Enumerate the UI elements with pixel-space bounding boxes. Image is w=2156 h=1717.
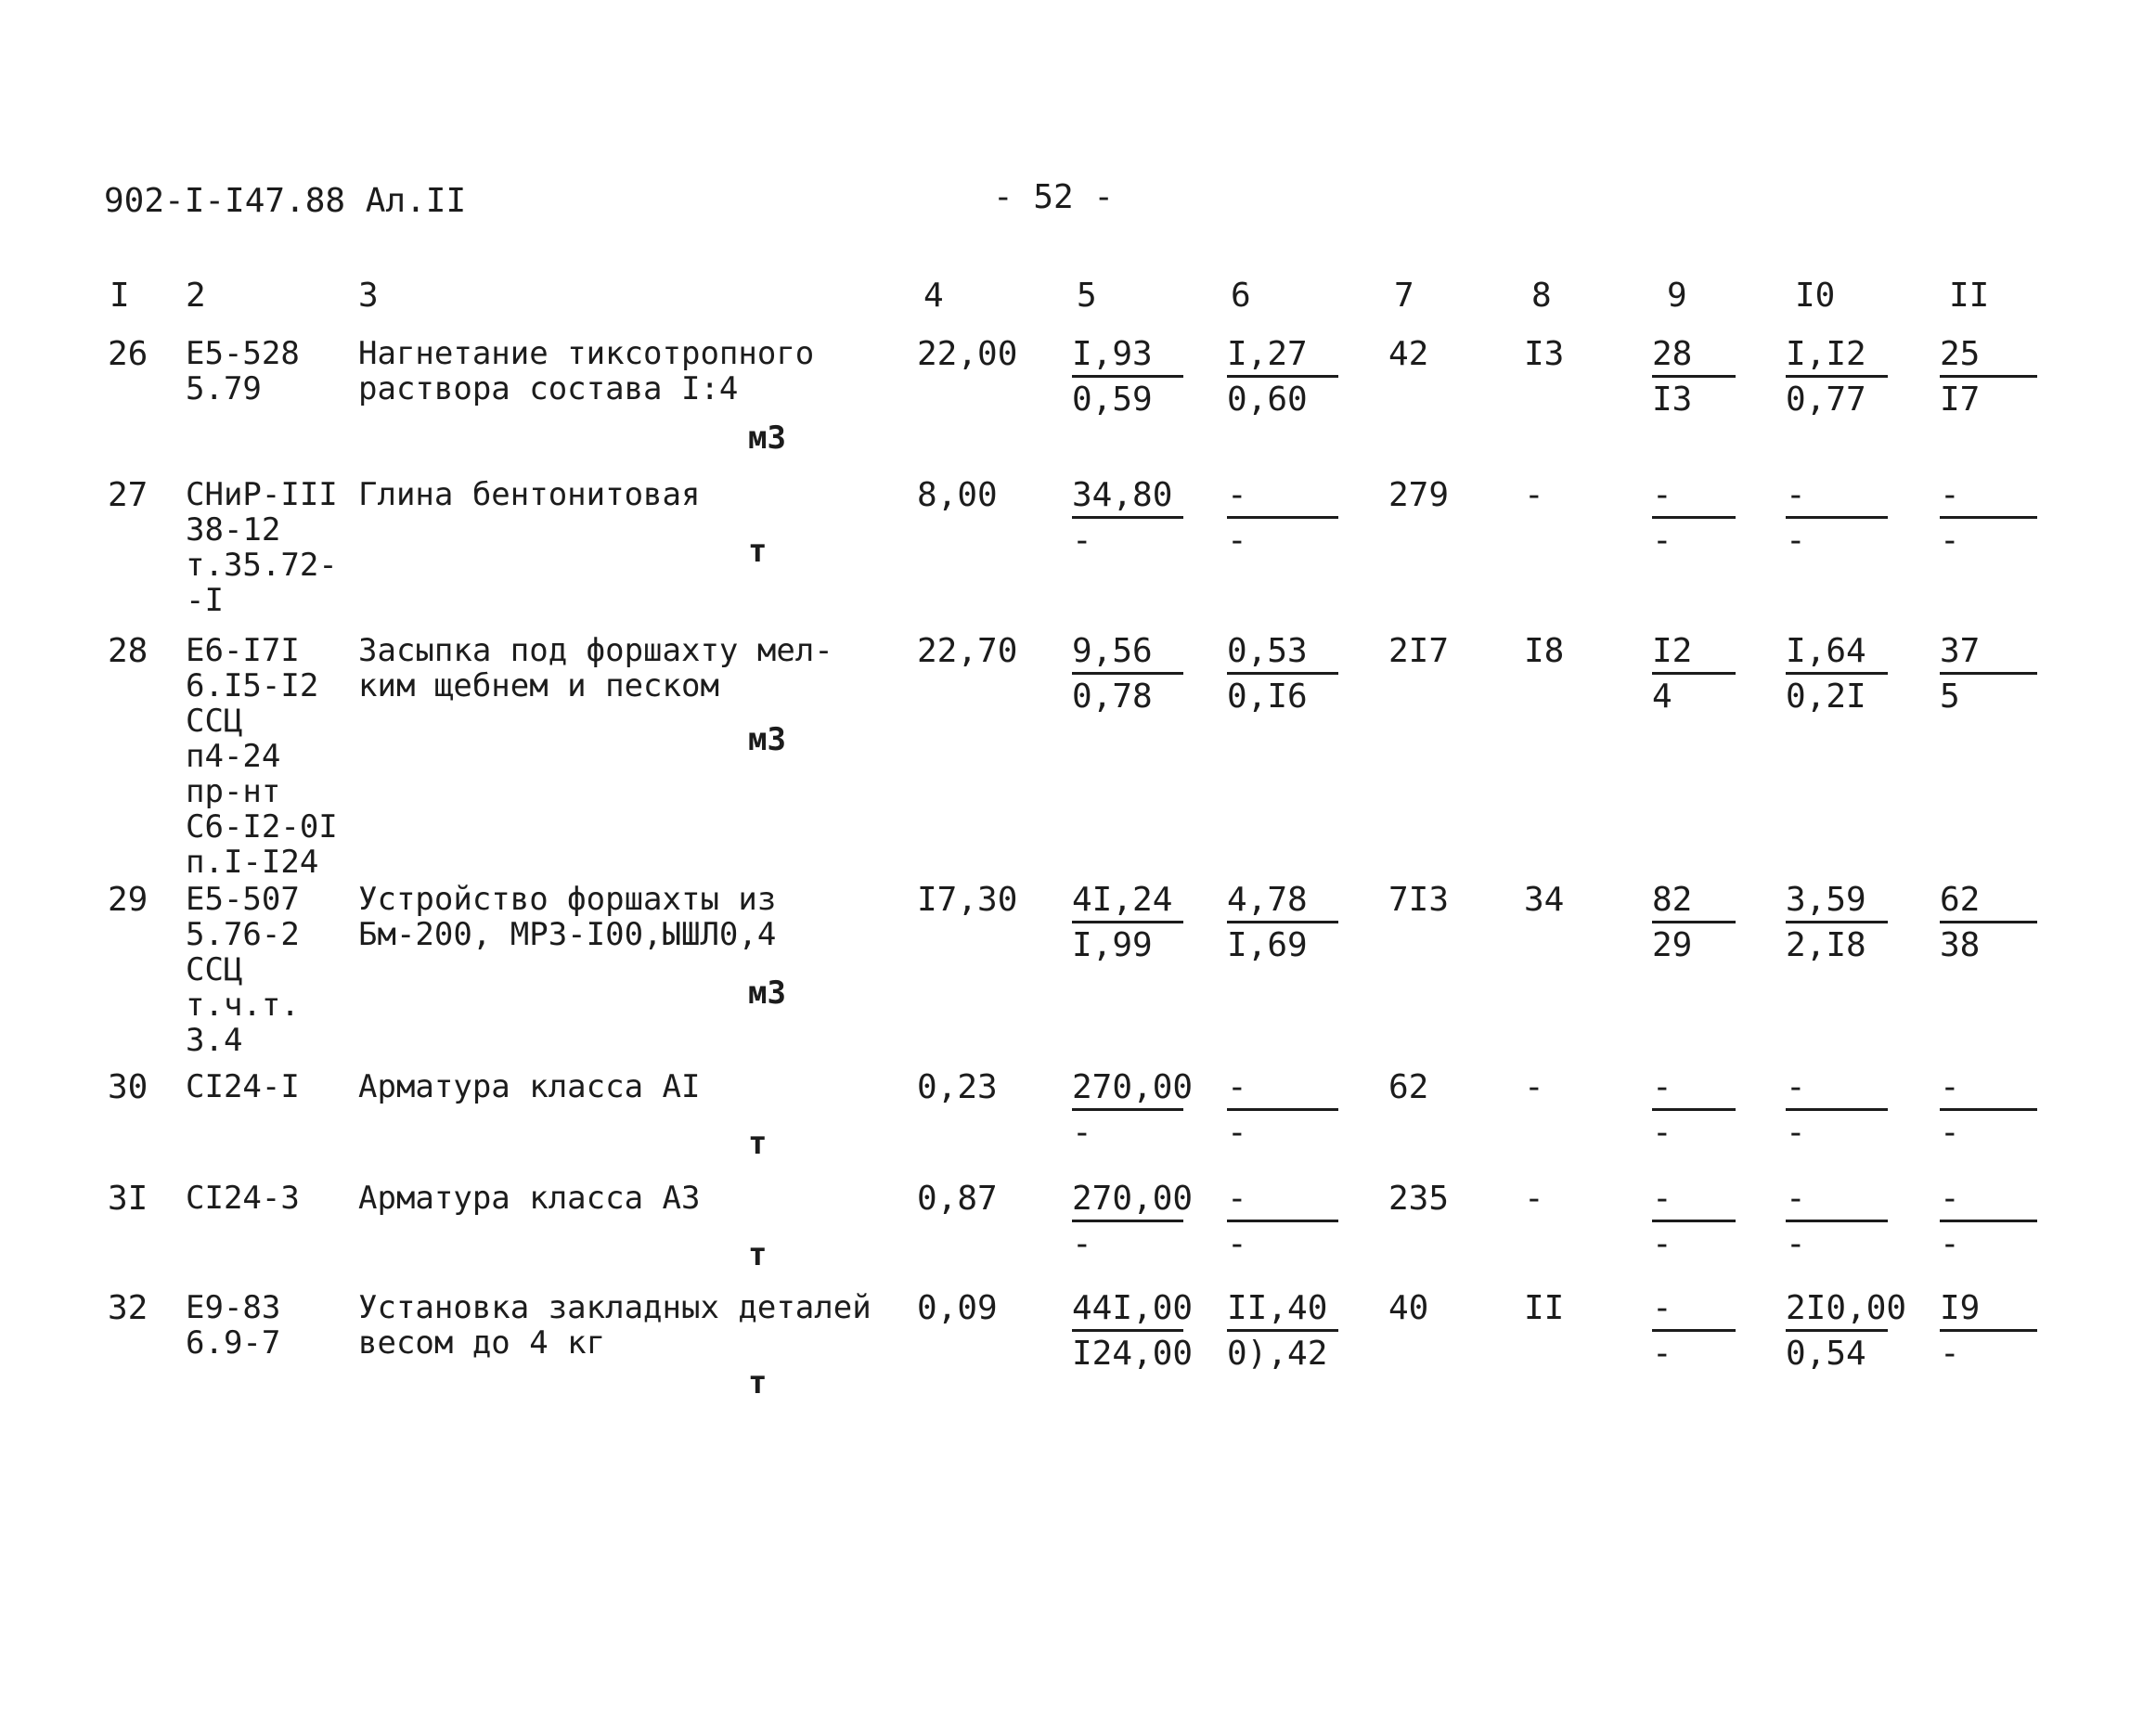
fraction-numerator: 62	[1940, 882, 2037, 923]
fraction-cell-c6	[1227, 477, 1338, 560]
column-number: 3	[358, 277, 379, 315]
fraction-denominator: 0,78	[1072, 678, 1153, 716]
fraction-numerator: I,93	[1072, 336, 1183, 378]
fraction-numerator: -	[1652, 477, 1736, 519]
fraction-cell-c11	[1940, 633, 2037, 716]
fraction-numerator: 2I0,00	[1786, 1290, 1888, 1332]
column-number: II	[1949, 277, 1990, 315]
fraction-numerator: II,40	[1227, 1290, 1338, 1332]
column-number: I	[110, 277, 130, 315]
fraction-numerator: -	[1786, 1069, 1888, 1111]
column-number: 6	[1231, 277, 1251, 315]
fraction-numerator: I,I2	[1786, 336, 1888, 378]
fraction-numerator: I,64	[1786, 633, 1888, 675]
fraction-denominator: -	[1652, 1114, 1672, 1152]
fraction-cell-c9	[1652, 882, 1736, 964]
fraction-denominator: I24,00	[1072, 1335, 1194, 1373]
fraction-numerator: -	[1940, 1069, 2037, 1111]
quantity-cell: 0,87	[917, 1180, 998, 1218]
fraction-numerator: 82	[1652, 882, 1736, 923]
row-number: 28	[108, 632, 148, 670]
rate-code: СI24-3	[186, 1180, 300, 1217]
fraction-denominator: 0),42	[1227, 1335, 1328, 1373]
fraction-denominator: 0,I6	[1227, 678, 1308, 716]
fraction-cell-c10	[1786, 477, 1888, 560]
fraction-denominator: -	[1940, 1225, 1960, 1263]
column-number: 4	[923, 277, 944, 315]
fraction-numerator: -	[1652, 1069, 1736, 1111]
fraction-numerator: 270,00	[1072, 1069, 1183, 1111]
cell-col8: -	[1524, 1068, 1544, 1106]
fraction-denominator: -	[1786, 1225, 1806, 1263]
column-number: 2	[186, 277, 206, 315]
fraction-cell-c6	[1227, 1290, 1338, 1373]
fraction-numerator: -	[1652, 1181, 1736, 1222]
fraction-numerator: I2	[1652, 633, 1736, 675]
unit-of-measure: м3	[748, 975, 786, 1012]
fraction-cell-c5	[1072, 1068, 1194, 1152]
rate-code: СНиР-III 38-12 т.35.72- -I	[186, 476, 338, 619]
fraction-denominator: -	[1227, 1225, 1247, 1263]
fraction-denominator: -	[1786, 1114, 1806, 1152]
unit-of-measure: т	[748, 1125, 768, 1162]
cell-col7: 279	[1388, 476, 1450, 514]
fraction-denominator: -	[1786, 522, 1806, 560]
fraction-denominator: 5	[1940, 678, 1960, 716]
cell-col8: II	[1524, 1289, 1565, 1327]
cell-col7: 2I7	[1388, 632, 1450, 670]
fraction-numerator: 0,53	[1227, 633, 1338, 675]
fraction-cell-c10	[1786, 1069, 1888, 1152]
fraction-numerator: 4,78	[1227, 882, 1338, 923]
cell-col7: 42	[1388, 335, 1429, 373]
fraction-numerator: 9,56	[1072, 633, 1183, 675]
fraction-numerator: 4I,24	[1072, 882, 1183, 923]
fraction-denominator: 0,60	[1227, 381, 1308, 419]
quantity-cell: 22,00	[917, 335, 1018, 373]
work-description: Засыпка под форшахту мел- ким щебнем и песком	[358, 632, 833, 704]
fraction-cell-c10	[1786, 336, 1888, 419]
cell-col8: I3	[1524, 335, 1565, 373]
fraction-cell-c11	[1940, 1290, 2037, 1373]
fraction-numerator: 37	[1940, 633, 2037, 675]
fraction-cell-c10	[1786, 1181, 1888, 1263]
fraction-numerator: I9	[1940, 1290, 2037, 1332]
column-number: 5	[1077, 277, 1097, 315]
fraction-cell-c9	[1652, 1069, 1736, 1152]
fraction-cell-c6	[1227, 1181, 1338, 1263]
fraction-numerator: 44I,00	[1072, 1290, 1183, 1332]
work-description: Арматура класса А3	[358, 1180, 701, 1217]
row-number: 27	[108, 476, 148, 514]
fraction-numerator: -	[1227, 1069, 1338, 1111]
fraction-cell-c11	[1940, 336, 2037, 419]
fraction-denominator: -	[1227, 522, 1247, 560]
work-description: Устройство форшахты из Бм-200, МРЗ-I00,ЫШЛ0,4	[358, 881, 777, 953]
unit-of-measure: т	[748, 1236, 768, 1273]
fraction-denominator: 2,I8	[1786, 926, 1866, 964]
column-number: 7	[1394, 277, 1414, 315]
fraction-cell-c5	[1072, 477, 1183, 560]
fraction-denominator: -	[1940, 1335, 1960, 1373]
fraction-denominator: 0,2I	[1786, 678, 1866, 716]
rate-code: СI24-I	[186, 1068, 300, 1105]
fraction-denominator: -	[1940, 1114, 1960, 1152]
fraction-denominator: I,69	[1227, 926, 1308, 964]
fraction-numerator: -	[1940, 1181, 2037, 1222]
fraction-cell-c6	[1227, 336, 1338, 419]
fraction-cell-c10	[1786, 1289, 1907, 1373]
rate-code: Е6-I7I 6.I5-I2 ССЦ п4-24 пр-нт С6-I2-0I п.I-I24	[186, 632, 338, 881]
fraction-numerator: -	[1786, 1181, 1888, 1222]
fraction-cell-c11	[1940, 477, 2037, 560]
fraction-denominator: -	[1072, 1225, 1092, 1263]
rate-code: Е9-83 6.9-7	[186, 1289, 281, 1362]
fraction-cell-c5	[1072, 336, 1183, 419]
fraction-numerator: -	[1652, 1290, 1736, 1332]
fraction-denominator: -	[1652, 1335, 1672, 1373]
cell-col7: 235	[1388, 1180, 1450, 1218]
quantity-cell: 0,09	[917, 1289, 998, 1327]
fraction-numerator: -	[1786, 477, 1888, 519]
cell-col8: I8	[1524, 632, 1565, 670]
row-number: 29	[108, 881, 148, 919]
fraction-cell-c6	[1227, 633, 1338, 716]
fraction-cell-c9	[1652, 1181, 1736, 1263]
work-description: Глина бентонитовая	[358, 476, 701, 513]
work-description: Установка закладных деталей весом до 4 кг	[358, 1289, 871, 1362]
fraction-cell-c5	[1072, 882, 1183, 964]
fraction-denominator: 0,59	[1072, 381, 1153, 419]
fraction-numerator: -	[1940, 477, 2037, 519]
fraction-denominator: I7	[1940, 381, 1981, 419]
fraction-numerator: 3,59	[1786, 882, 1888, 923]
fraction-cell-c5	[1072, 1180, 1194, 1263]
column-number: 9	[1667, 277, 1687, 315]
fraction-cell-c9	[1652, 336, 1736, 419]
fraction-denominator: -	[1652, 1225, 1672, 1263]
fraction-cell-c9	[1652, 633, 1736, 716]
quantity-cell: 8,00	[917, 476, 998, 514]
fraction-numerator: I,27	[1227, 336, 1338, 378]
row-number: 30	[108, 1068, 148, 1106]
cell-col7: 62	[1388, 1068, 1429, 1106]
rate-code: Е5-528 5.79	[186, 335, 300, 407]
fraction-denominator: -	[1072, 1114, 1092, 1152]
cell-col8: 34	[1524, 881, 1565, 919]
fraction-denominator: 0,54	[1786, 1335, 1866, 1373]
fraction-cell-c11	[1940, 882, 2037, 964]
fraction-numerator: -	[1227, 477, 1338, 519]
column-number: 8	[1531, 277, 1552, 315]
quantity-cell: I7,30	[917, 881, 1018, 919]
row-number: 3I	[108, 1180, 148, 1218]
document-code: 902-I-I47.88 Ал.II	[104, 182, 467, 220]
fraction-denominator: -	[1652, 522, 1672, 560]
unit-of-measure: м3	[748, 420, 786, 457]
fraction-denominator: I,99	[1072, 926, 1153, 964]
fraction-numerator: 270,00	[1072, 1181, 1183, 1222]
fraction-denominator: -	[1940, 522, 1960, 560]
fraction-numerator: 25	[1940, 336, 2037, 378]
column-number: I0	[1795, 277, 1836, 315]
cell-col8: -	[1524, 1180, 1544, 1218]
fraction-cell-c10	[1786, 633, 1888, 716]
fraction-denominator: 0,77	[1786, 381, 1866, 419]
fraction-numerator: -	[1227, 1181, 1338, 1222]
quantity-cell: 0,23	[917, 1068, 998, 1106]
fraction-denominator: -	[1072, 522, 1092, 560]
fraction-cell-c6	[1227, 882, 1338, 964]
fraction-numerator: 34,80	[1072, 477, 1183, 519]
unit-of-measure: т	[748, 533, 768, 570]
cell-col7: 40	[1388, 1289, 1429, 1327]
rate-code: Е5-507 5.76-2 ССЦ т.ч.т. 3.4	[186, 881, 300, 1059]
unit-of-measure: м3	[748, 721, 786, 758]
fraction-denominator: I3	[1652, 381, 1693, 419]
unit-of-measure: т	[748, 1364, 768, 1401]
fraction-cell-c5	[1072, 633, 1183, 716]
work-description: Арматура класса АI	[358, 1068, 701, 1105]
fraction-cell-c10	[1786, 882, 1888, 964]
fraction-cell-c11	[1940, 1069, 2037, 1152]
fraction-denominator: 29	[1652, 926, 1693, 964]
fraction-cell-c9	[1652, 1290, 1736, 1373]
fraction-denominator: 4	[1652, 678, 1672, 716]
fraction-denominator: 38	[1940, 926, 1981, 964]
cell-col7: 7I3	[1388, 881, 1450, 919]
row-number: 32	[108, 1289, 148, 1327]
fraction-cell-c11	[1940, 1181, 2037, 1263]
quantity-cell: 22,70	[917, 632, 1018, 670]
fraction-cell-c6	[1227, 1069, 1338, 1152]
fraction-numerator: 28	[1652, 336, 1736, 378]
row-number: 26	[108, 335, 148, 373]
work-description: Нагнетание тиксотропного раствора состава I:4	[358, 335, 815, 407]
page-number: - 52 -	[993, 178, 1115, 216]
fraction-cell-c5	[1072, 1289, 1194, 1373]
fraction-denominator: -	[1227, 1114, 1247, 1152]
cell-col8: -	[1524, 476, 1544, 514]
fraction-cell-c9	[1652, 477, 1736, 560]
